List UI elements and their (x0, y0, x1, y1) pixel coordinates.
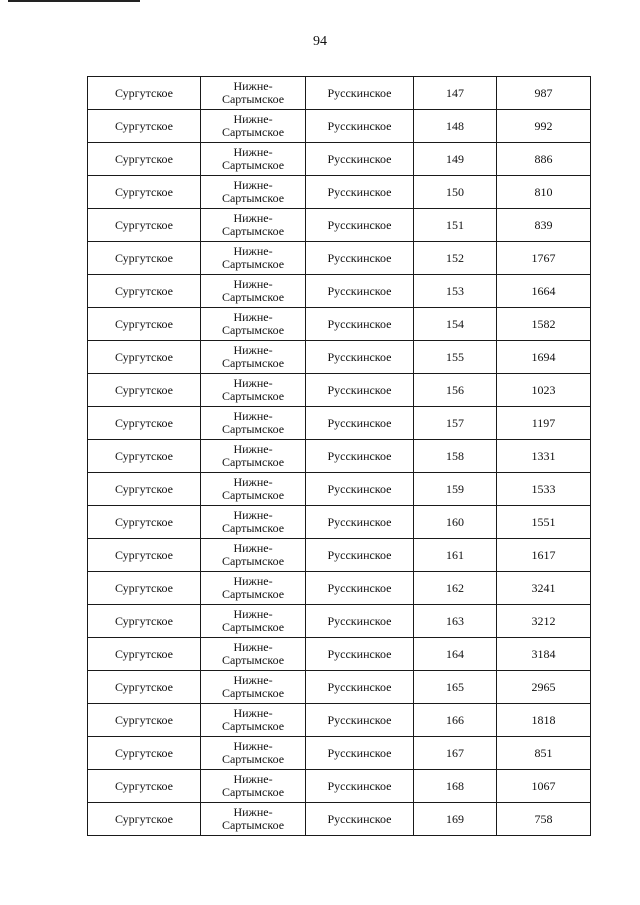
cell-field: Сургутское (88, 605, 201, 638)
table-row (88, 440, 591, 473)
cell-field: Сургутское (88, 407, 201, 440)
cell-area (201, 770, 306, 803)
cell-area (201, 737, 306, 770)
cell-value: 3212 (497, 605, 591, 638)
cell-area-top: Нижне- (233, 145, 273, 159)
cell-deposit: Русскинское (306, 341, 414, 374)
table-row (88, 374, 591, 407)
cell-deposit: Русскинское (306, 77, 414, 110)
cell-value: 1067 (497, 770, 591, 803)
cell-field: Сургутское (88, 638, 201, 671)
cell-deposit: Русскинское (306, 209, 414, 242)
cell-area-top: Нижне- (233, 706, 273, 720)
cell-field: Сургутское (88, 704, 201, 737)
cell-area-bottom: Сартымское (221, 488, 285, 502)
cell-field: Сургутское (88, 77, 201, 110)
cell-value: 1767 (497, 242, 591, 275)
cell-number: 159 (414, 473, 497, 506)
cell-area-bottom: Сартымское (221, 455, 285, 469)
cell-area-top: Нижне- (233, 673, 273, 687)
table-row (88, 671, 591, 704)
cell-number: 150 (414, 176, 497, 209)
cell-deposit: Русскинское (306, 440, 414, 473)
cell-number: 148 (414, 110, 497, 143)
table-row (88, 407, 591, 440)
cell-deposit: Русскинское (306, 770, 414, 803)
cell-field: Сургутское (88, 143, 201, 176)
cell-field: Сургутское (88, 770, 201, 803)
table-row (88, 803, 591, 836)
table-row (88, 770, 591, 803)
cell-value: 3241 (497, 572, 591, 605)
table-row (88, 737, 591, 770)
cell-area (201, 506, 306, 539)
cell-area (201, 176, 306, 209)
cell-value: 1331 (497, 440, 591, 473)
cell-field: Сургутское (88, 440, 201, 473)
cell-number: 149 (414, 143, 497, 176)
cell-area-bottom: Сартымское (221, 224, 285, 238)
cell-value: 992 (497, 110, 591, 143)
table-row (88, 242, 591, 275)
cell-area-bottom: Сартымское (221, 719, 285, 733)
cell-number: 165 (414, 671, 497, 704)
cell-number: 154 (414, 308, 497, 341)
cell-number: 162 (414, 572, 497, 605)
cell-field: Сургутское (88, 209, 201, 242)
cell-field: Сургутское (88, 275, 201, 308)
cell-deposit: Русскинское (306, 275, 414, 308)
table-row (88, 143, 591, 176)
cell-area (201, 275, 306, 308)
cell-area-bottom: Сартымское (221, 422, 285, 436)
cell-area-top: Нижне- (233, 310, 273, 324)
cell-area-top: Нижне- (233, 343, 273, 357)
cell-area-top: Нижне- (233, 277, 273, 291)
cell-area-top: Нижне- (233, 112, 273, 126)
cell-value: 851 (497, 737, 591, 770)
cell-value: 1582 (497, 308, 591, 341)
cell-field: Сургутское (88, 737, 201, 770)
cell-deposit: Русскинское (306, 473, 414, 506)
cell-area-bottom: Сартымское (221, 521, 285, 535)
cell-deposit: Русскинское (306, 803, 414, 836)
cell-area-bottom: Сартымское (221, 257, 285, 271)
cell-area (201, 308, 306, 341)
table-row (88, 308, 591, 341)
cell-field: Сургутское (88, 110, 201, 143)
cell-number: 167 (414, 737, 497, 770)
cell-deposit: Русскинское (306, 308, 414, 341)
cell-deposit: Русскинское (306, 242, 414, 275)
cell-deposit: Русскинское (306, 704, 414, 737)
table-row (88, 176, 591, 209)
cell-field: Сургутское (88, 308, 201, 341)
cell-value: 1197 (497, 407, 591, 440)
cell-value: 1533 (497, 473, 591, 506)
cell-area-bottom: Сартымское (221, 92, 285, 106)
cell-area (201, 143, 306, 176)
cell-area-bottom: Сартымское (221, 818, 285, 832)
table-row (88, 539, 591, 572)
cell-field: Сургутское (88, 242, 201, 275)
scan-corner-mark (8, 0, 140, 2)
cell-area-bottom: Сартымское (221, 191, 285, 205)
cell-deposit: Русскинское (306, 638, 414, 671)
cell-area-top: Нижне- (233, 409, 273, 423)
cell-deposit: Русскинское (306, 737, 414, 770)
cell-deposit: Русскинское (306, 176, 414, 209)
cell-area (201, 473, 306, 506)
cell-field: Сургутское (88, 539, 201, 572)
cell-area-bottom: Сартымское (221, 686, 285, 700)
cell-number: 155 (414, 341, 497, 374)
table-row (88, 275, 591, 308)
cell-field: Сургутское (88, 473, 201, 506)
cell-area (201, 242, 306, 275)
table-row (88, 110, 591, 143)
cell-area-top: Нижне- (233, 178, 273, 192)
cell-number: 156 (414, 374, 497, 407)
cell-area (201, 374, 306, 407)
cell-number: 166 (414, 704, 497, 737)
cell-value: 1818 (497, 704, 591, 737)
cell-field: Сургутское (88, 671, 201, 704)
table-row (88, 209, 591, 242)
cell-area-top: Нижне- (233, 508, 273, 522)
cell-number: 163 (414, 605, 497, 638)
cell-area-top: Нижне- (233, 805, 273, 819)
cell-area (201, 77, 306, 110)
cell-area-bottom: Сартымское (221, 125, 285, 139)
cell-deposit: Русскинское (306, 605, 414, 638)
cell-field: Сургутское (88, 176, 201, 209)
cell-area-bottom: Сартымское (221, 752, 285, 766)
cell-value: 987 (497, 77, 591, 110)
cell-area (201, 209, 306, 242)
cell-field: Сургутское (88, 506, 201, 539)
cell-area-top: Нижне- (233, 244, 273, 258)
cell-area-bottom: Сартымское (221, 620, 285, 634)
cell-value: 3184 (497, 638, 591, 671)
cell-value: 1664 (497, 275, 591, 308)
cell-area (201, 605, 306, 638)
cell-value: 1694 (497, 341, 591, 374)
cell-value: 758 (497, 803, 591, 836)
cell-area (201, 440, 306, 473)
cell-number: 160 (414, 506, 497, 539)
cell-number: 153 (414, 275, 497, 308)
cell-deposit: Русскинское (306, 506, 414, 539)
cell-deposit: Русскинское (306, 143, 414, 176)
cell-area (201, 671, 306, 704)
cell-number: 169 (414, 803, 497, 836)
cell-number: 151 (414, 209, 497, 242)
cell-area-top: Нижне- (233, 574, 273, 588)
table-row (88, 77, 591, 110)
table-row (88, 473, 591, 506)
cell-number: 158 (414, 440, 497, 473)
cell-value: 886 (497, 143, 591, 176)
cell-deposit: Русскинское (306, 374, 414, 407)
cell-area (201, 110, 306, 143)
cell-value: 1023 (497, 374, 591, 407)
cell-area-top: Нижне- (233, 376, 273, 390)
cell-area-top: Нижне- (233, 79, 273, 93)
cell-area (201, 341, 306, 374)
cell-number: 147 (414, 77, 497, 110)
cell-area-top: Нижне- (233, 211, 273, 225)
cell-area-bottom: Сартымское (221, 323, 285, 337)
table-row (88, 605, 591, 638)
cell-deposit: Русскинское (306, 671, 414, 704)
cell-area-bottom: Сартымское (221, 158, 285, 172)
cell-number: 161 (414, 539, 497, 572)
table-row (88, 341, 591, 374)
table-row (88, 704, 591, 737)
cell-value: 1551 (497, 506, 591, 539)
cell-deposit: Русскинское (306, 407, 414, 440)
cell-area-bottom: Сартымское (221, 356, 285, 370)
cell-area (201, 638, 306, 671)
cell-deposit: Русскинское (306, 110, 414, 143)
cell-area-top: Нижне- (233, 640, 273, 654)
cell-number: 152 (414, 242, 497, 275)
cell-number: 168 (414, 770, 497, 803)
cell-area (201, 803, 306, 836)
cell-deposit: Русскинское (306, 539, 414, 572)
cell-area-top: Нижне- (233, 442, 273, 456)
cell-field: Сургутское (88, 572, 201, 605)
cell-area (201, 539, 306, 572)
page-number: 94 (313, 34, 327, 49)
cell-number: 157 (414, 407, 497, 440)
cell-field: Сургутское (88, 374, 201, 407)
cell-area (201, 704, 306, 737)
table-body (88, 77, 591, 836)
cell-area-bottom: Сартымское (221, 554, 285, 568)
cell-area-bottom: Сартымское (221, 653, 285, 667)
cell-field: Сургутское (88, 341, 201, 374)
cell-deposit: Русскинское (306, 572, 414, 605)
cell-value: 1617 (497, 539, 591, 572)
cell-area-bottom: Сартымское (221, 290, 285, 304)
cell-value: 839 (497, 209, 591, 242)
cell-value: 2965 (497, 671, 591, 704)
table-row (88, 506, 591, 539)
cell-area-top: Нижне- (233, 739, 273, 753)
cell-value: 810 (497, 176, 591, 209)
cell-area (201, 407, 306, 440)
cell-area-bottom: Сартымское (221, 785, 285, 799)
table-row (88, 572, 591, 605)
cell-field: Сургутское (88, 803, 201, 836)
cell-number: 164 (414, 638, 497, 671)
cell-area-bottom: Сартымское (221, 389, 285, 403)
cell-area-top: Нижне- (233, 607, 273, 621)
cell-area-top: Нижне- (233, 541, 273, 555)
cell-area (201, 572, 306, 605)
cell-area-bottom: Сартымское (221, 587, 285, 601)
data-table (87, 76, 591, 836)
cell-area-top: Нижне- (233, 772, 273, 786)
table-row (88, 638, 591, 671)
cell-area-top: Нижне- (233, 475, 273, 489)
